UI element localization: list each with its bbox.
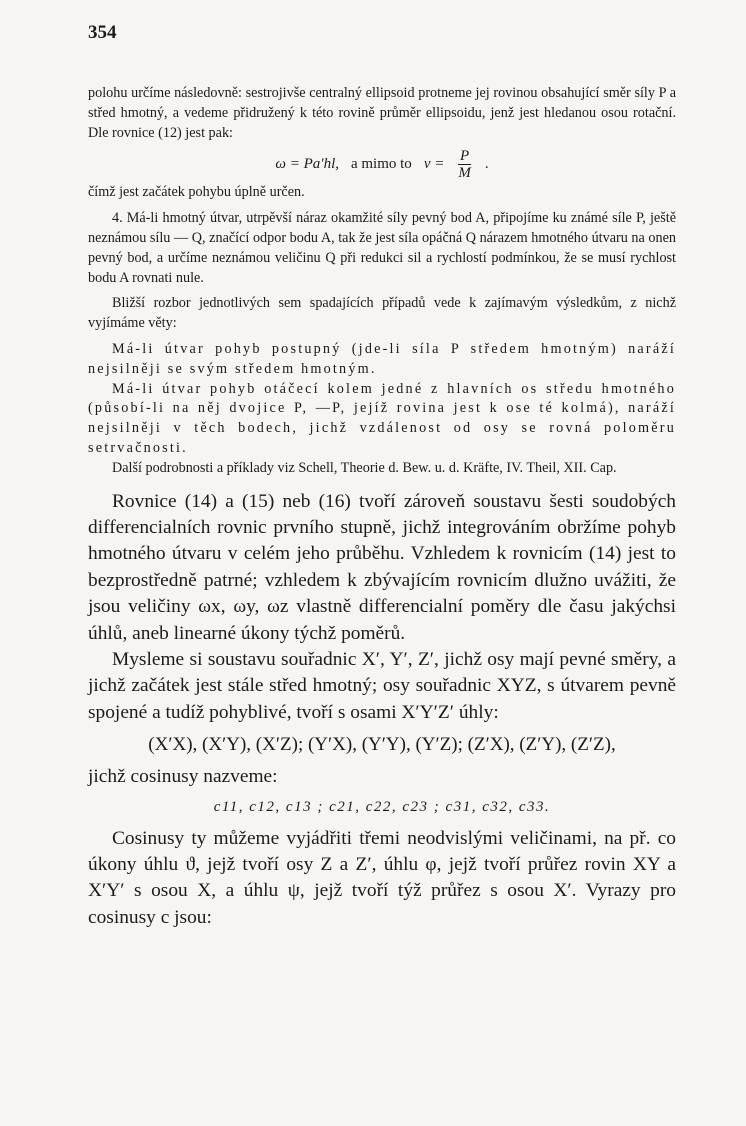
paragraph-section-4: 4. Má-li hmotný útvar, utrpěvší náraz okamžité síly pevný bod A, připojíme ku známé síle P, ještě neznámou sílu — Q, značící odpor bodu A, tak že jest síla opáčná Q nárazem hmotného útvaru na onen pevný bod, a určíme neznámou veličinu Q při redukci sil a rychlostí podmínkou, že se musí rychlost bodu A rovnati nule.	[88, 210, 676, 286]
cosines-list: c11, c12, c13 ; c21, c22, c23 ; c31, c32, c33.	[213, 798, 551, 815]
formula-period: .	[484, 155, 489, 172]
paragraph-rotation-axis: polohu určíme následovně: sestrojivše centralný ellipsoid protneme jej rovinou obsahující směr síly P a střed hmotný, a vedeme přidružený k této rovině průměr ellipsoidu, jenž jest hledanou osou rotační. Dle rovnice (12) jest pak:	[88, 85, 676, 141]
paragraph-motion-determined: čímž jest začátek pohybu úplně určen.	[88, 184, 305, 201]
fraction-p-over-m	[456, 148, 473, 181]
paragraph-analysis: Bližší rozbor jednotlivých sem spadajících případů vede k zajímavým výsledkům, z nichž vyjímáme věty:	[88, 295, 676, 332]
formula-velocity-lhs: v =	[423, 155, 445, 172]
fraction-numerator: P	[460, 147, 470, 164]
paragraph-euler-angles: Cosinusy ty můžeme vyjádřiti třemi neodvislými veličinami, na př. co úkony úhlu ϑ, jejž tvoří osy Z a Z′, úhlu φ, jejž tvoří průřez rovin XY a X′Y′ s osou X, a úhlu ψ, jejž tvoří týž průřez s osou X′. Vyrazy pro cosinusy c jsou:	[88, 827, 676, 928]
theorem-rotation: Má-li útvar pohyb otáčecí kolem jedné z hlavních os středu hmotného (působí-li na něj dvojice P, —P, jejíž rovina jest k ose té kolmá), naráží nejsilněji v těch bodech, jichž vzdálenost od osy se rovná poloměru setrvačnosti.	[88, 380, 676, 456]
page-number: 354	[88, 22, 117, 43]
paragraph-reference: Další podrobnosti a příklady viz Schell, Theorie d. Bew. u. d. Kräfte, IV. Theil, XII. Cap.	[112, 459, 617, 476]
fraction-denominator: M	[458, 164, 471, 181]
formula-connector: a mimo to	[350, 155, 412, 172]
theorem-translation: Má-li útvar pohyb postupný (jde-li síla P středem hmotným) naráží nejsilněji se svým středem hmotným.	[88, 340, 676, 377]
formula-omega-velocity	[88, 147, 676, 181]
angles-list: (X′X), (X′Y), (X′Z); (Y′X), (Y′Y), (Y′Z); (Z′X), (Z′Y), (Z′Z),	[148, 734, 616, 756]
paragraph-coordinate-systems: Mysleme si soustavu souřadnic X′, Y′, Z′, jichž osy mají pevné směry, a jichž začátek jest stále střed hmotný; osy souřadnic XYZ, s útvarem pevně spojené a tudíž pohyblivé, tvoří s osami X′Y′Z′ úhly:	[88, 648, 676, 723]
formula-omega: ω = Pa′hl,	[275, 155, 339, 172]
paragraph-cosines-intro: jichž cosinusy nazveme:	[88, 766, 278, 788]
paragraph-differential-equations: Rovnice (14) a (15) neb (16) tvoří zároveň soustavu šesti soudobých differencialních rovnic prvního stupně, jichž integrováním obržíme pohyb hmotného útvaru v celém jeho průběhu. Vzhledem k rovnicím (14) jest to bezprostředně patrné; vzhledem k zbývajícím rovnicím dlužno uvážiti, že jsou veličiny ωx, ωy, ωz vlastně differencialní poměry dle času jakýchsi úhlů, aneb linearné úkony týchž poměrů.	[88, 490, 676, 644]
